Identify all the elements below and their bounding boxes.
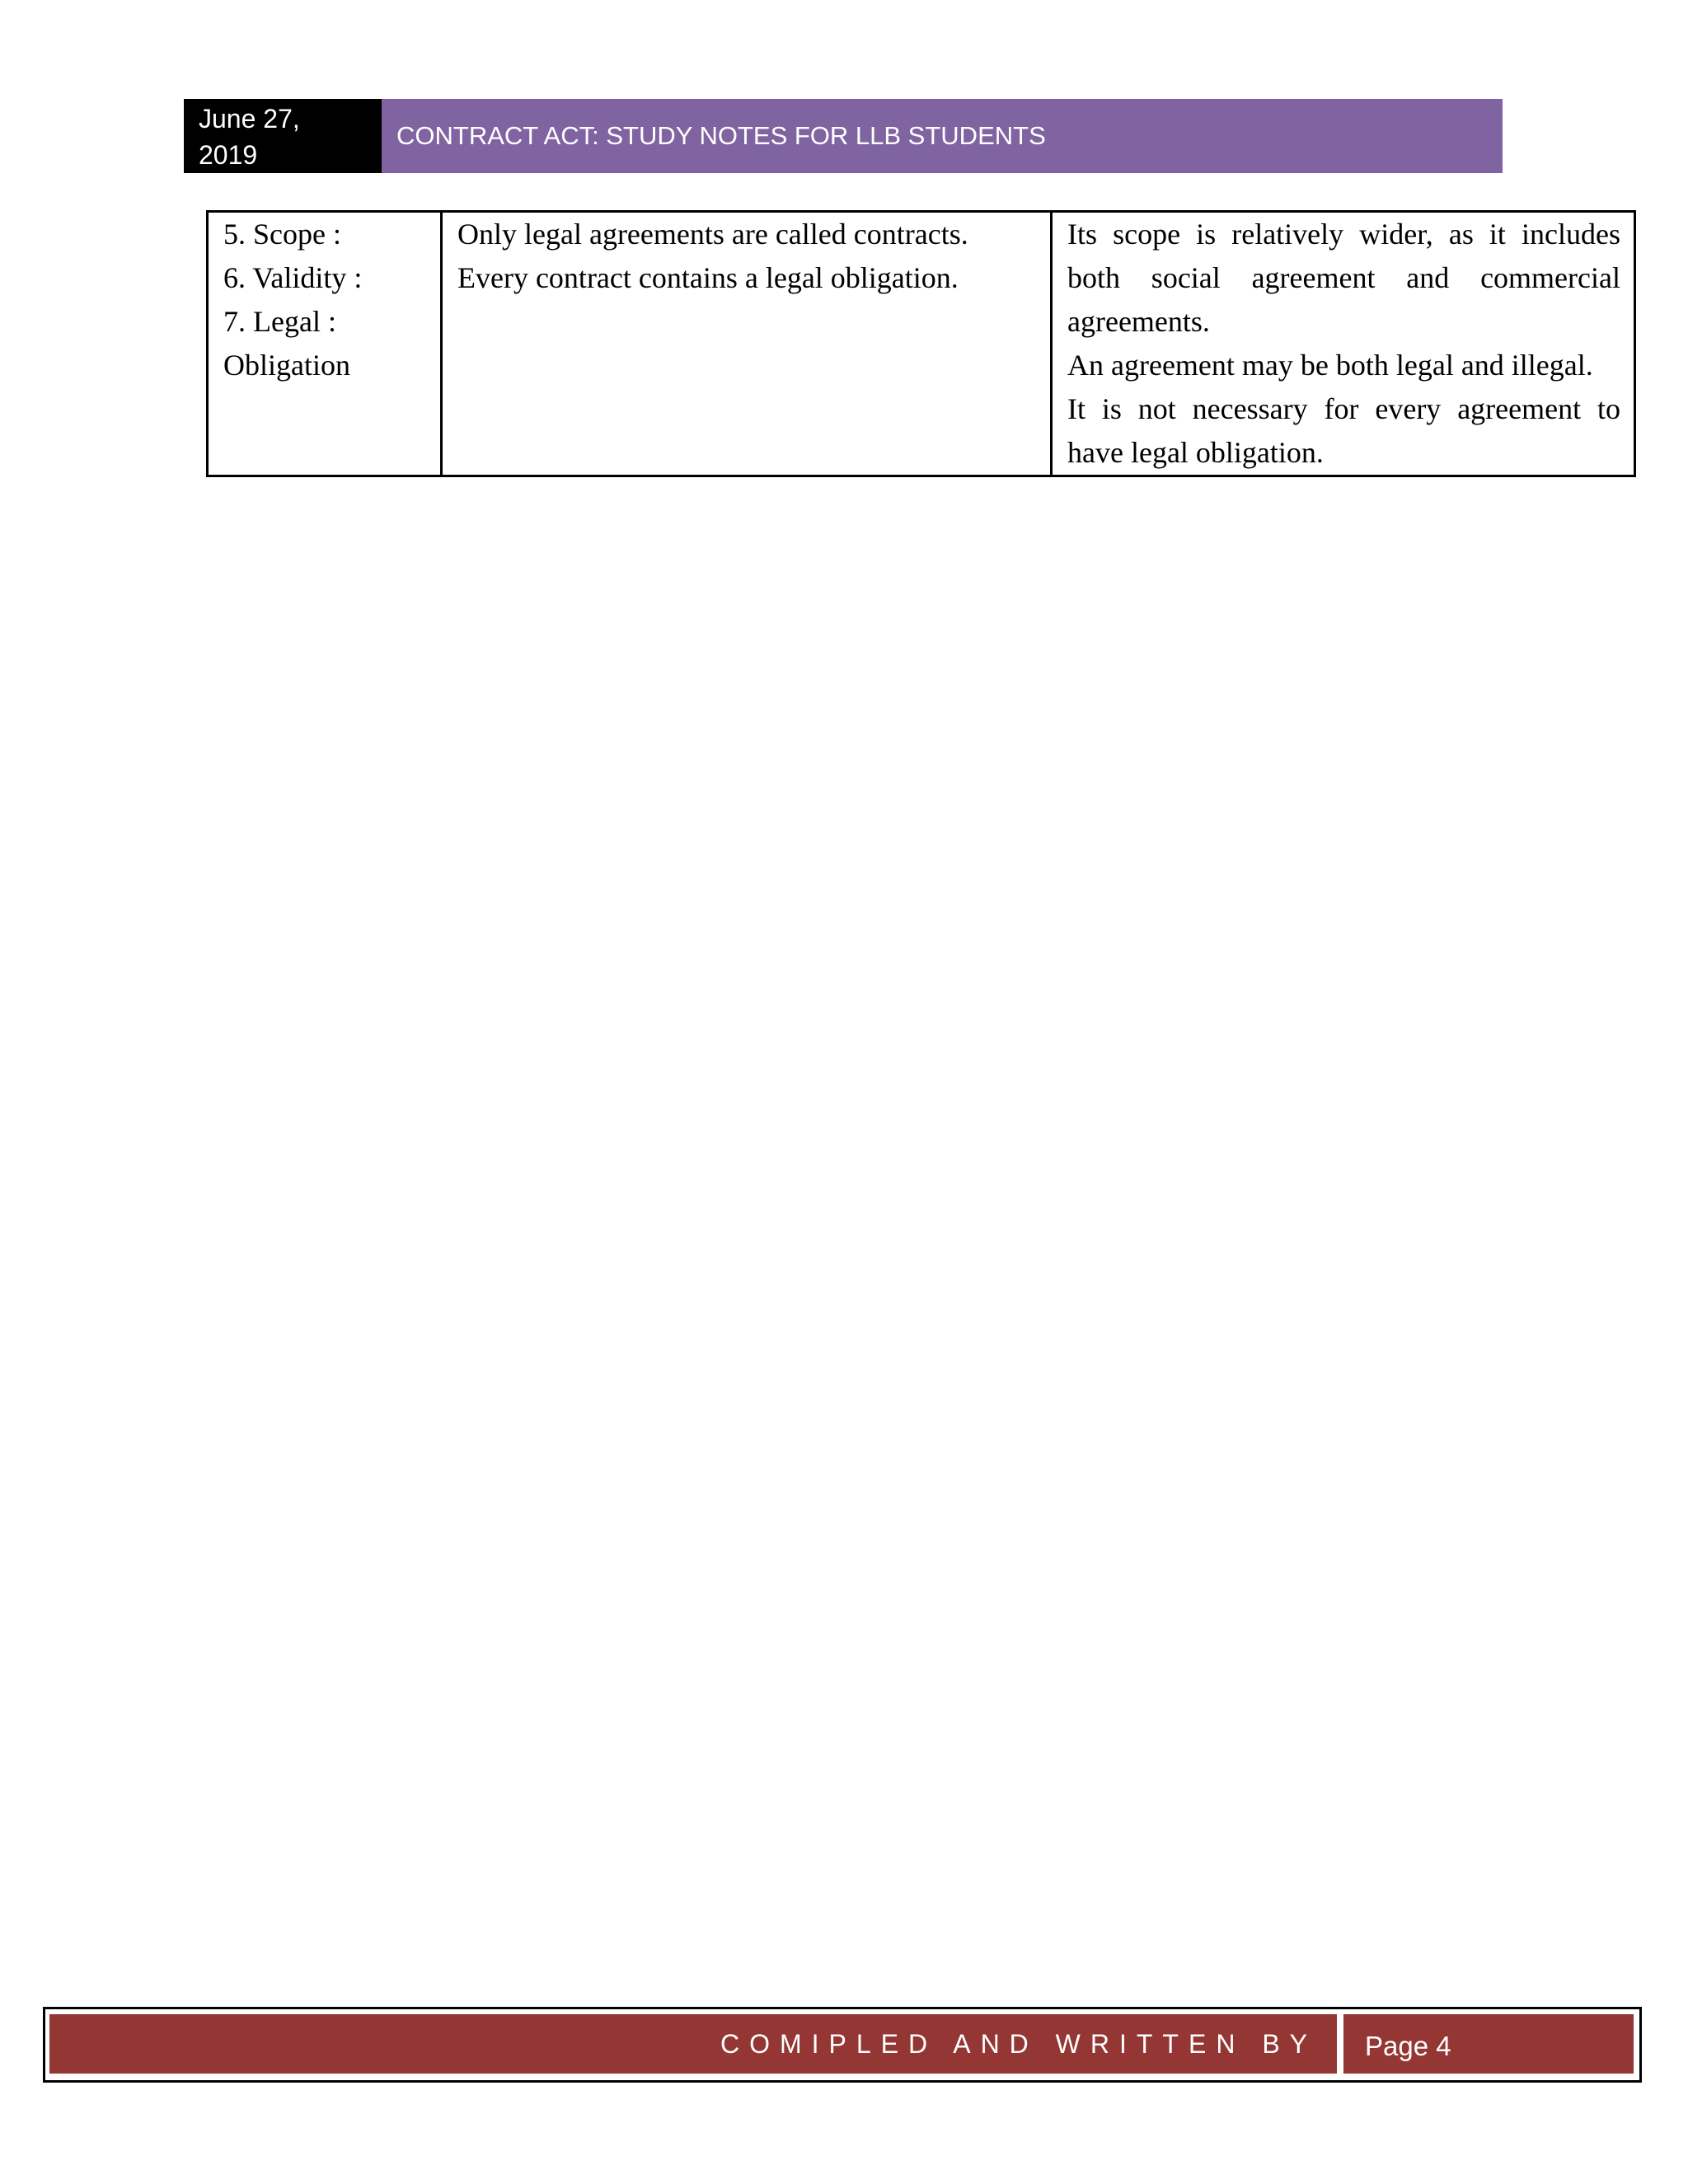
- comparison-table: [206, 210, 1636, 477]
- contract-obligation-text: Every contract contains a legal obligation.: [457, 261, 959, 294]
- agreement-scope-text: Its scope is relatively wider, as it includes both social agreement and commercial agreements.: [1067, 218, 1620, 338]
- contract-scope-text: Only legal agreements are called contracts.: [457, 218, 968, 251]
- table-cell-contract: [442, 212, 1052, 476]
- header-date-line1: June 27,: [199, 104, 300, 134]
- criteria-legal: 7. Legal :: [223, 305, 336, 338]
- footer-compiled-by: COMIPLED AND WRITTEN BY: [49, 2014, 1337, 2074]
- header-date-line2: 2019: [199, 140, 258, 170]
- criteria-validity: 6. Validity :: [223, 261, 363, 294]
- table-row: [208, 212, 1635, 476]
- criteria-obligation: Obligation: [223, 349, 350, 382]
- table-cell-agreement: [1052, 212, 1635, 476]
- header-date: [184, 99, 382, 173]
- criteria-scope: 5. Scope :: [223, 218, 341, 251]
- table-cell-criteria: [208, 212, 442, 476]
- agreement-obligation-text: It is not necessary for every agreement to have legal obligation.: [1067, 392, 1620, 469]
- header-title: CONTRACT ACT: STUDY NOTES FOR LLB STUDENTS: [382, 99, 1503, 173]
- footer-page-number: Page 4: [1343, 2014, 1634, 2074]
- agreement-validity-text: An agreement may be both legal and illegal.: [1067, 349, 1593, 382]
